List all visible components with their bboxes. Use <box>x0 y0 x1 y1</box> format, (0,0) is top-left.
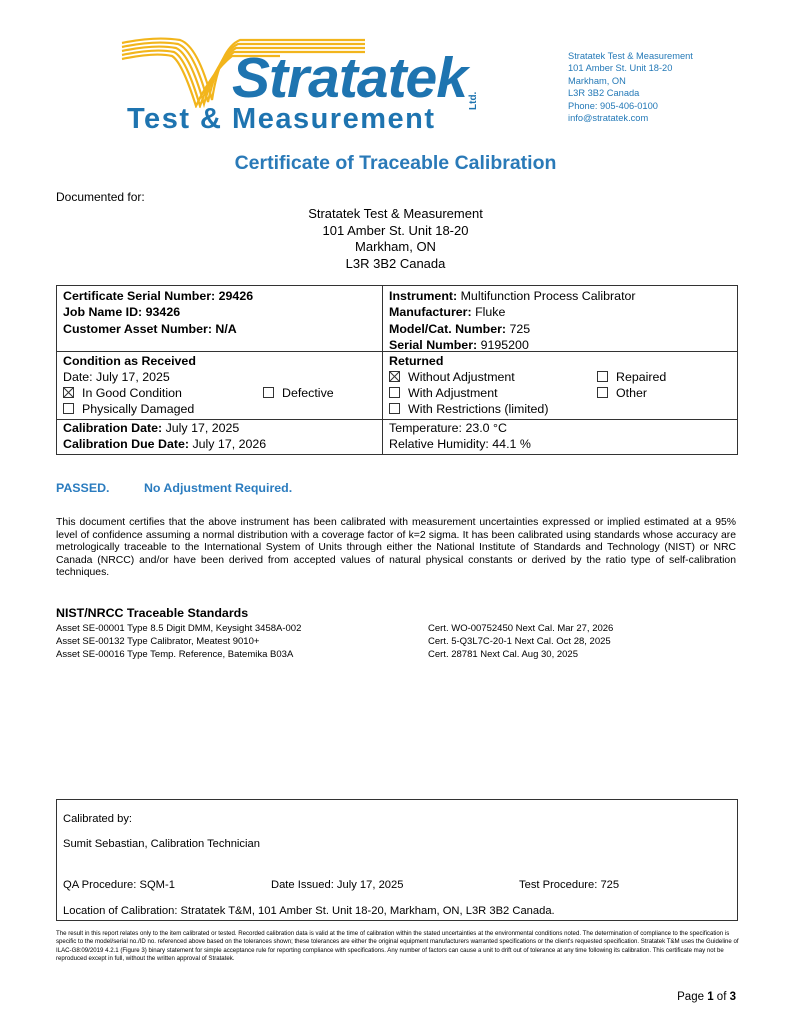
sn-value: 9195200 <box>480 337 529 352</box>
company-name: Stratatek Test & Measurement <box>568 51 693 61</box>
with-restrictions-checkbox[interactable] <box>389 403 400 414</box>
calibration-dates <box>63 420 266 453</box>
calibration-result <box>56 481 292 495</box>
customer-line: Stratatek Test & Measurement <box>308 206 483 221</box>
standard-cert: Cert. 5-Q3L7C-20-1 Next Cal. Oct 28, 2025 <box>428 636 611 648</box>
repaired-label: Repaired <box>616 370 667 384</box>
calibration-signoff-box <box>56 799 738 921</box>
cal-date-value: July 17, 2025 <box>165 421 240 435</box>
instrument-line <box>389 288 636 304</box>
customer-line: 101 Amber St. Unit 18-20 <box>322 222 469 238</box>
result-note: No Adjustment Required. <box>143 481 293 495</box>
with-adjustment-checkbox[interactable] <box>389 387 400 398</box>
asset-line <box>63 321 253 337</box>
date-issued: Date Issued: July 17, 2025 <box>271 879 404 891</box>
standards-list <box>56 622 736 662</box>
defective-label: Defective <box>282 386 334 400</box>
returned-heading: Returned <box>389 354 444 368</box>
job-line <box>63 304 253 320</box>
serial-value: 29426 <box>218 289 254 303</box>
asset-value: N/A <box>215 321 237 336</box>
standard-asset: Asset SE-00001 Type 8.5 Digit DMM, Keysight 3458A-002 <box>56 623 302 634</box>
with-restrictions-label: With Restrictions (limited) <box>408 402 549 416</box>
defective-option[interactable] <box>263 385 334 401</box>
instrument-details <box>389 288 636 353</box>
documented-for-label: Documented for: <box>56 190 145 204</box>
serial-line <box>63 288 253 304</box>
logo-subtitle: Test & Measurement <box>127 103 436 135</box>
good-condition-option[interactable] <box>63 385 182 401</box>
without-adjustment-option[interactable] <box>389 369 515 385</box>
repaired-option[interactable] <box>597 369 666 385</box>
table-divider <box>382 286 383 454</box>
test-procedure: Test Procedure: 725 <box>519 879 620 891</box>
standard-cert: Cert. WO-00752450 Next Cal. Mar 27, 2026 <box>428 623 614 634</box>
standard-cert: Cert. 28781 Next Cal. Aug 30, 2025 <box>428 649 578 661</box>
company-contact-info <box>568 50 693 124</box>
other-option[interactable] <box>597 385 647 401</box>
model-label: Model/Cat. Number: <box>389 321 507 336</box>
sn-line <box>389 337 636 353</box>
standard-row <box>56 648 736 661</box>
instrument-value: Multifunction Process Calibrator <box>460 289 636 303</box>
repaired-checkbox[interactable] <box>597 371 608 382</box>
good-condition-label: In Good Condition <box>82 386 182 400</box>
customer-line: L3R 3B2 Canada <box>345 255 446 271</box>
page-number <box>677 991 736 1003</box>
sn-label: Serial Number: <box>389 337 478 352</box>
environment-conditions <box>389 420 531 453</box>
company-email[interactable]: info@stratatek.com <box>568 113 649 124</box>
company-street: 101 Amber St. Unit 18-20 <box>568 63 673 74</box>
customer-line: Markham, ON <box>355 239 436 254</box>
result-status: PASSED. <box>56 481 110 495</box>
manufacturer-label: Manufacturer: <box>389 305 472 320</box>
good-condition-checkbox[interactable] <box>63 387 74 398</box>
certificate-title: Certificate of Traceable Calibration <box>234 152 557 174</box>
disclaimer-text: The result in this report relates only to the item calibrated or tested. Recorded calibration data is valid at the time of calibration within the stated uncertainties at the environmental conditions noted. The determination of compliance to the specification is specific to the model/serial no./ID no. referenced above based on the tolerances shown; these tolerances are either the original equipment manufacturers warranted specifications or the client's requested specification. Stratatek T&M uses the Guideline of ILAC-G8:09/2019 4.2.1 (Figure 3) binary statement for simple acceptance rule for reporting compliance with specifications. Any number of factors can cause a unit to drift out of tolerance at any time following its calibration. This certificate may not be reproduced except in full, without the written approval of Stratatek. <box>56 930 739 963</box>
cal-date-line <box>63 420 266 436</box>
condition-heading: Condition as Received <box>63 354 196 368</box>
with-restrictions-option[interactable] <box>389 401 548 417</box>
damaged-checkbox[interactable] <box>63 403 74 414</box>
calibration-location: Location of Calibration: Stratatek T&M, 101 Amber St. Unit 18-20, Markham, ON, L3R 3B2 Canada. <box>63 905 555 917</box>
instrument-label: Instrument: <box>389 289 458 303</box>
job-label: Job Name ID: <box>63 305 143 320</box>
company-phone: Phone: 905-406-0100 <box>568 100 658 111</box>
standard-asset: Asset SE-00132 Type Calibrator, Meatest 9010+ <box>56 636 260 648</box>
technician-name: Sumit Sebastian, Calibration Technician <box>63 838 260 850</box>
due-date-value: July 17, 2026 <box>192 437 267 452</box>
with-adjustment-label: With Adjustment <box>408 386 498 400</box>
manufacturer-value: Fluke <box>475 305 506 320</box>
company-city: Markham, ON <box>568 75 626 86</box>
certificate-ids <box>63 288 253 337</box>
returned-section <box>389 353 734 419</box>
without-adjustment-label: Without Adjustment <box>408 370 515 384</box>
logo-ltd: Ltd. <box>468 91 479 110</box>
model-value: 725 <box>509 321 531 336</box>
without-adjustment-checkbox[interactable] <box>389 371 400 382</box>
humidity: Relative Humidity: 44.1 % <box>389 437 531 452</box>
temperature: Temperature: 23.0 °C <box>389 421 507 435</box>
damaged-option[interactable] <box>63 401 194 417</box>
condition-section <box>63 353 378 419</box>
other-checkbox[interactable] <box>597 387 608 398</box>
page-current: 1 <box>707 991 714 1003</box>
standard-row <box>56 622 736 635</box>
standard-row <box>56 635 736 648</box>
certification-statement: This document certifies that the above instrument has been calibrated with measurement uncertainties expressed or implied estimated at a 95% level of confidence assuming a normal distribution with a coverage factor of k=2 sigma. It has been calibrated using standards whose accuracy are metrologically traceable to the International System of Units through either the National Institute of Standards and Technology (NIST) or NRC Canada (NRCC) and/or have been derived from accepted values of natural physical constants or derived by the ratio type of self-calibration techniques. <box>56 517 736 578</box>
manufacturer-line <box>389 304 636 320</box>
received-date: Date: July 17, 2025 <box>63 370 170 385</box>
customer-address <box>0 206 791 272</box>
logo-name: Stratatek <box>232 46 467 110</box>
cal-date-label: Calibration Date: <box>63 421 163 435</box>
with-adjustment-option[interactable] <box>389 385 498 401</box>
instrument-info-table <box>56 285 738 455</box>
defective-checkbox[interactable] <box>263 387 274 398</box>
damaged-label: Physically Damaged <box>82 402 195 416</box>
standard-asset: Asset SE-00016 Type Temp. Reference, Batemika B03A <box>56 649 294 661</box>
standards-title: NIST/NRCC Traceable Standards <box>56 606 249 620</box>
page-of: of <box>716 991 727 1003</box>
calibrated-by-label: Calibrated by: <box>63 813 133 825</box>
asset-label: Customer Asset Number: <box>63 321 212 336</box>
due-date-label: Calibration Due Date: <box>63 437 189 452</box>
company-logo <box>120 28 500 138</box>
due-date-line <box>63 436 266 452</box>
qa-procedure: QA Procedure: SQM-1 <box>63 879 175 891</box>
page-prefix: Page <box>677 991 704 1003</box>
other-label: Other <box>616 386 647 400</box>
job-value: 93426 <box>145 305 181 320</box>
page-total: 3 <box>729 991 736 1003</box>
model-line <box>389 321 636 337</box>
serial-label: Certificate Serial Number: <box>63 289 216 303</box>
company-postal: L3R 3B2 Canada <box>568 88 640 99</box>
